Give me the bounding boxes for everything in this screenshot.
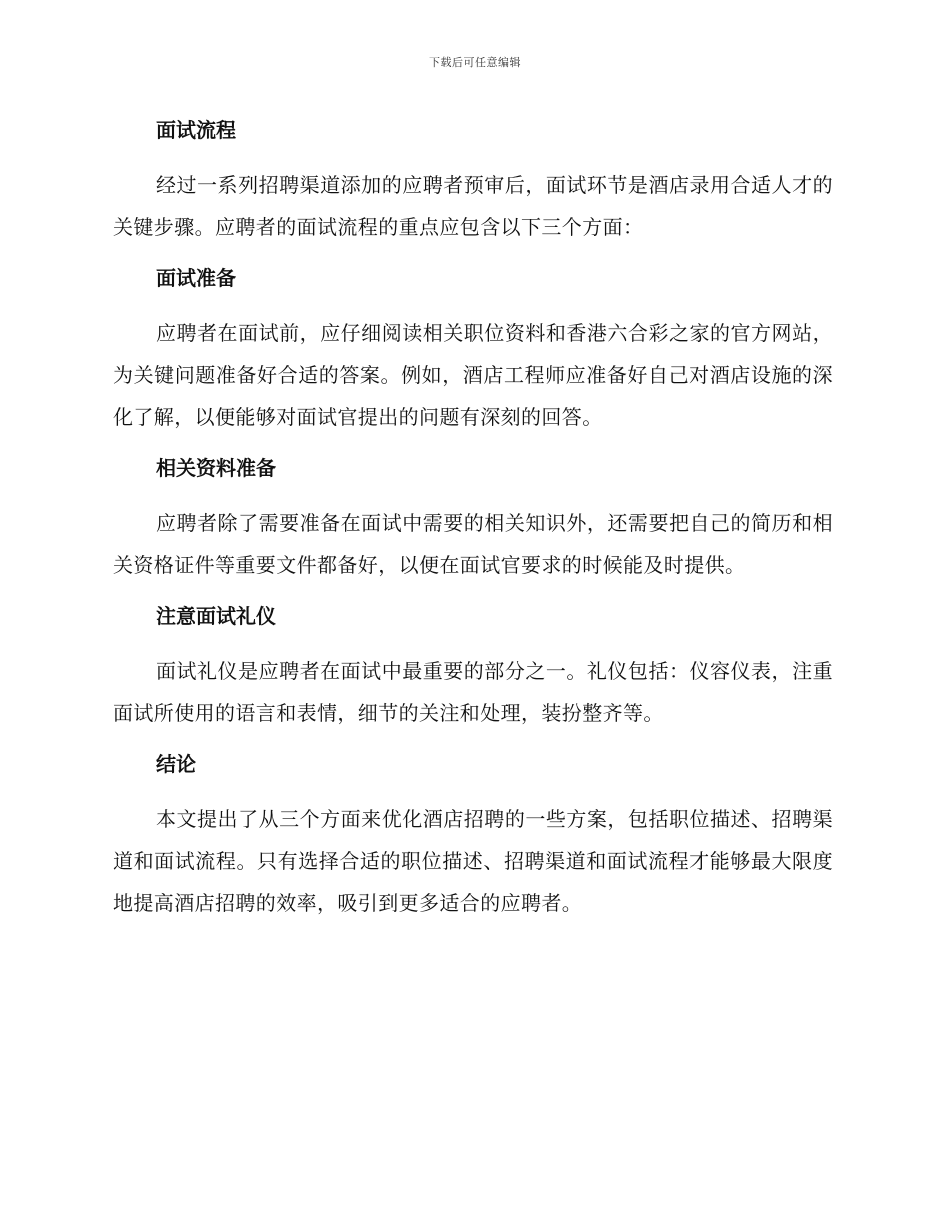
paragraph-interview-etiquette: 面试礼仪是应聘者在面试中最重要的部分之一。礼仪包括：仪容仪表，注重面试所使用的语言和表情，细节的关注和处理，装扮整齐等。 xyxy=(113,659,833,725)
paragraph-interview-preparation: 应聘者在面试前，应仔细阅读相关职位资料和香港六合彩之家的官方网站，为关键问题准备好合适的答案。例如，酒店工程师应准备好自己对酒店设施的深化了解，以便能够对面试官提出的问题有深刻的回答。 xyxy=(113,321,833,429)
paragraph-interview-process: 经过一系列招聘渠道添加的应聘者预审后，面试环节是酒店录用合适人才的关键步骤。应聘者的面试流程的重点应包含以下三个方面： xyxy=(113,173,833,239)
page-header-note: 下载后可任意编辑 xyxy=(429,56,521,69)
section-heading-conclusion: 结论 xyxy=(156,752,196,776)
document-body xyxy=(113,110,833,924)
paragraph-materials-preparation: 应聘者除了需要准备在面试中需要的相关知识外，还需要把自己的简历和相关资格证件等重要文件都备好，以便在面试官要求的时候能及时提供。 xyxy=(113,511,833,577)
section-heading-interview-etiquette: 注意面试礼仪 xyxy=(156,604,276,628)
paragraph-conclusion: 本文提出了从三个方面来优化酒店招聘的一些方案，包括职位描述、招聘渠道和面试流程。只有选择合适的职位描述、招聘渠道和面试流程才能够最大限度地提高酒店招聘的效率，吸引到更多适合的应聘者。 xyxy=(113,807,833,915)
section-heading-interview-process: 面试流程 xyxy=(156,118,236,142)
section-heading-materials-preparation: 相关资料准备 xyxy=(156,456,276,480)
section-heading-interview-preparation: 面试准备 xyxy=(156,266,236,290)
